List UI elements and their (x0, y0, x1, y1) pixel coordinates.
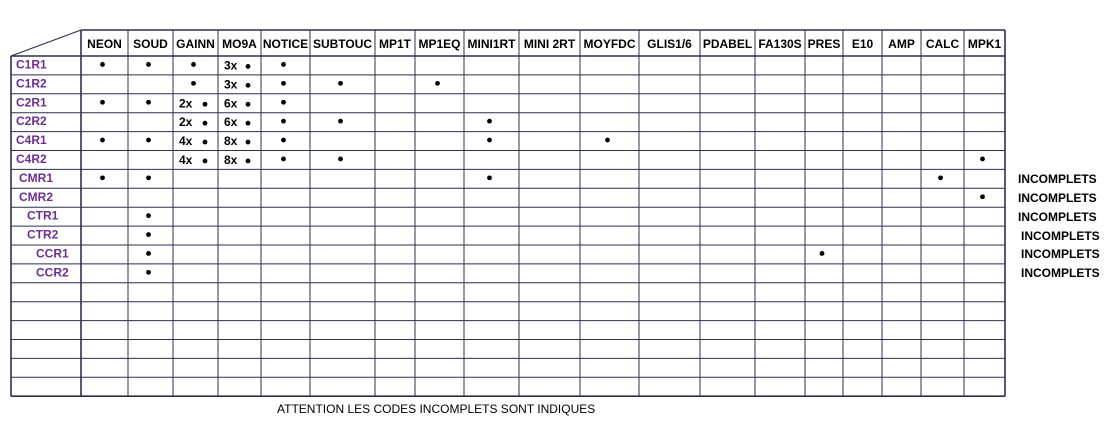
column-header: MINI 2RT (523, 37, 576, 51)
cell-mark (203, 159, 208, 164)
row-label: CTR1 (27, 208, 59, 223)
cell-mark (203, 140, 208, 145)
cell-mark (938, 175, 943, 180)
cell-mark (146, 175, 151, 180)
row-status: INCOMPLETS (1018, 209, 1097, 224)
row-label: CCR1 (36, 246, 69, 261)
cell-mark (246, 64, 251, 69)
cell-mark (338, 81, 343, 86)
cell-mark (246, 159, 251, 164)
cell-mark (100, 175, 105, 180)
cell-mark (338, 157, 343, 162)
row-status: INCOMPLETS (1018, 171, 1097, 186)
cell-multiplier: 8x (224, 152, 238, 167)
cell-mark (100, 62, 105, 67)
row-label: CCR2 (36, 265, 69, 280)
cell-mark (980, 157, 985, 162)
cell-multiplier: 4x (179, 134, 193, 149)
cell-multiplier: 3x (224, 77, 238, 92)
column-header: GLIS1/6 (647, 37, 692, 51)
cell-multiplier: 2x (179, 96, 193, 111)
cell-mark (203, 102, 208, 107)
row-label: C4R1 (16, 133, 47, 148)
row-status: INCOMPLETS (1018, 190, 1097, 205)
row-label: C1R1 (16, 57, 47, 72)
column-header: PRES (807, 37, 841, 51)
row-label: C4R2 (16, 151, 47, 166)
cell-mark (487, 138, 492, 143)
cell-mark (980, 194, 985, 199)
cell-multiplier: 6x (224, 115, 238, 130)
row-status: INCOMPLETS (1021, 247, 1100, 262)
cell-multiplier: 8x (224, 134, 238, 149)
column-header: MO9A (222, 37, 257, 51)
corner-diagonal (11, 30, 81, 56)
column-header: AMP (888, 37, 915, 51)
cell-mark (100, 138, 105, 143)
cell-mark (820, 251, 825, 256)
cell-mark (487, 175, 492, 180)
cell-mark (246, 121, 251, 126)
cell-mark (246, 140, 251, 145)
column-header: CALC (925, 37, 960, 51)
row-status: INCOMPLETS (1021, 228, 1100, 243)
column-header: PDABEL (702, 37, 753, 51)
cell-mark (605, 138, 610, 143)
cell-multiplier: 2x (179, 115, 193, 130)
cell-mark (281, 157, 286, 162)
column-header: MP1T (378, 37, 412, 51)
cell-mark (281, 119, 286, 124)
cell-mark (146, 270, 151, 275)
cell-mark (146, 100, 151, 105)
cell-mark (281, 100, 286, 105)
row-label: C1R2 (16, 76, 47, 91)
cell-mark (146, 232, 151, 237)
cell-multiplier: 3x (224, 58, 238, 73)
column-header: MP1EQ (418, 37, 461, 51)
footer-note: ATTENTION LES CODES INCOMPLETS SONT INDIQUES (277, 402, 596, 416)
cell-mark (146, 138, 151, 143)
cell-mark (146, 62, 151, 67)
cell-mark (191, 81, 196, 86)
cell-mark (281, 81, 286, 86)
cell-mark (281, 138, 286, 143)
cell-mark (100, 100, 105, 105)
cell-mark (246, 83, 251, 88)
column-header: NOTICE (262, 37, 309, 51)
row-label: CMR2 (19, 189, 54, 204)
cell-multiplier: 6x (224, 96, 238, 111)
cell-multiplier: 4x (179, 152, 193, 167)
column-header: NEON (87, 37, 122, 51)
row-status: INCOMPLETS (1021, 266, 1100, 281)
row-label: C2R2 (16, 114, 47, 129)
cell-mark (281, 62, 286, 67)
column-header: MPK1 (967, 37, 1002, 51)
column-header: MOYFDC (583, 37, 636, 51)
column-header: GAINN (176, 37, 215, 51)
row-label: CTR2 (27, 227, 59, 242)
row-label: CMR1 (19, 170, 54, 185)
cell-mark (246, 102, 251, 107)
column-header: SOUD (133, 37, 168, 51)
column-header: E10 (851, 37, 874, 51)
cell-mark (146, 251, 151, 256)
cell-mark (191, 62, 196, 67)
column-header: FA130S (758, 37, 802, 51)
cell-mark (203, 121, 208, 126)
cell-mark (487, 119, 492, 124)
column-header: SUBTOUC (312, 37, 373, 51)
row-label: C2R1 (16, 95, 47, 110)
cell-mark (435, 81, 440, 86)
cell-mark (338, 119, 343, 124)
column-header: MINI1RT (467, 37, 516, 51)
cell-mark (146, 213, 151, 218)
